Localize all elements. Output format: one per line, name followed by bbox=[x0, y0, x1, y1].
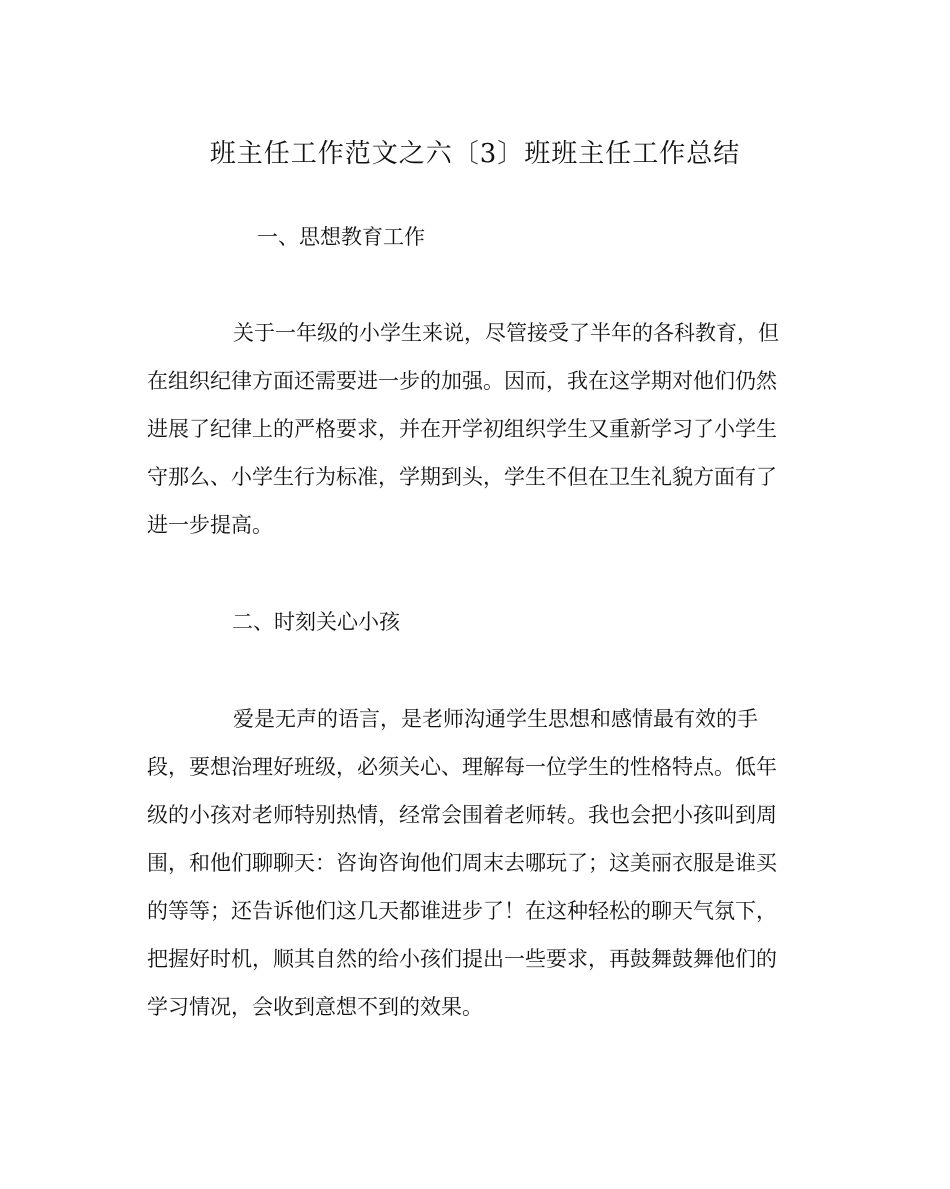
paragraph-line: 级的小孩对老师特别热情，经常会围着老师转。我也会把小孩叫到周 bbox=[147, 803, 777, 827]
paragraph-line: 学习情况，会收到意想不到的效果。 bbox=[147, 995, 483, 1019]
paragraph-line: 爱是无声的语言，是老师沟通学生思想和感情最有效的手 bbox=[233, 707, 758, 731]
section-paragraph-2 bbox=[147, 695, 805, 1031]
paragraph-line: 段，要想治理好班级，必须关心、理解每一位学生的性格特点。低年 bbox=[147, 755, 777, 779]
paragraph-line: 在组织纪律方面还需要进一步的加强。因而，我在这学期对他们仍然 bbox=[147, 369, 777, 393]
section-heading-2: 二、时刻关心小孩 bbox=[232, 610, 400, 634]
paragraph-line: 把握好时机，顺其自然的给小孩们提出一些要求，再鼓舞鼓舞他们的 bbox=[147, 947, 777, 971]
section-heading-1: 一、思想教育工作 bbox=[257, 225, 425, 249]
paragraph-line: 围，和他们聊聊天：咨询咨询他们周末去哪玩了；这美丽衣服是谁买 bbox=[147, 851, 777, 875]
paragraph-line: 关于一年级的小学生来说，尽管接受了半年的各科教育，但 bbox=[233, 321, 779, 345]
section-paragraph-1 bbox=[147, 309, 805, 549]
paragraph-line: 进一步提高。 bbox=[147, 513, 273, 537]
paragraph-line: 的等等；还告诉他们这几天都谁进步了！在这种轻松的聊天气氛下， bbox=[147, 899, 777, 923]
paragraph-line: 守那么、小学生行为标准，学期到头，学生不但在卫生礼貌方面有了 bbox=[147, 465, 777, 489]
document-title: 班主任工作范文之六〔3〕班班主任工作总结 bbox=[209, 139, 741, 169]
paragraph-line: 进展了纪律上的严格要求，并在开学初组织学生又重新学习了小学生 bbox=[147, 417, 777, 441]
